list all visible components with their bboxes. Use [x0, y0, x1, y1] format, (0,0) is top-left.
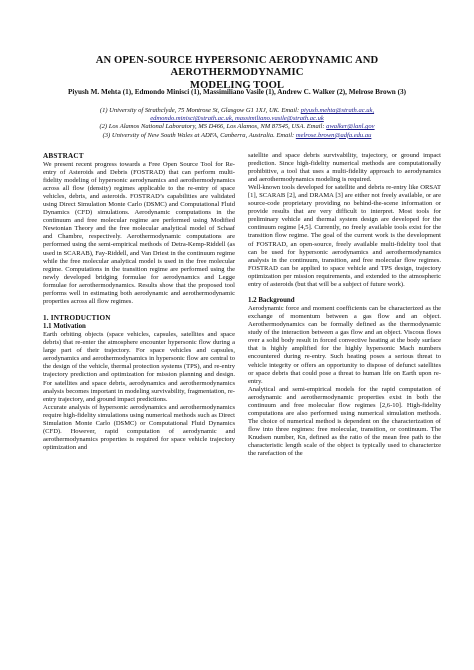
affiliation-1-text: (1) University of Strathclyde, 75 Montrose St, Glasgow G1 1XJ, UK. Email:: [99, 107, 301, 114]
right-paragraph-2: Well-known tools developed for satellite and debris re-entry like ORSAT [1], SCARAB [2], and DRAMA [3] are either not freely available, or are source-code proprietary providing no behind-the-scene information or provide results that are very difficult to interpret. Most tools for preliminary vehicle and thermal system design are developed for the continuum regime [4,5]. Currently, no freely available tools exist for the transition flow regime. The goal of the current work is the development of FOSTRAD, an open-source, freely available multi-fidelity tool that can be used for hypersonic aerodynamics and aerothermodynamics analysis in the continuum, transition, and free molecular flow regimes. FOSTRAD can be applied to space vehicle and TPS design, trajectory optimization per mission requirements, and extended to the atmospheric entry of asteroids (but that will be a subject of future work).: [248, 184, 441, 288]
author-list: Piyush M. Mehta (1), Edmondo Minisci (1), Massimiliano Vasile (1), Andrew C. Walker (2), Melrose Brown (3): [68, 88, 406, 96]
email-link-walker[interactable]: awalker@lanl.gov: [326, 123, 375, 131]
affiliation-2: [30, 123, 444, 131]
right-column: [248, 152, 441, 458]
motivation-paragraph-2: Accurate analysis of hypersonic aerodynamics and aerothermodynamics require high-fidelity simulations using numerical methods such as Direct Simulation Monte Carlo (DSMC) or Computational Fluid Dynamics (CFD). However, rapid computation of aerodynamic and aerothermodynamics properties is required for space vehicle trajectory optimization and: [43, 403, 235, 451]
email-link-minisci-vasile[interactable]: edmondo.minisci@strath.ac.uk, massimiliano.vasile@strath.ac.uk: [150, 115, 324, 123]
affiliations: [30, 107, 444, 140]
motivation-paragraph-1: Earth orbiting objects (space vehicles, capsules, satellites and space debris) that re-enter the atmosphere encounter hypersonic flow during a large part of their trajectory. For space vehicles and capsules, aerodynamics and aerothermodynamics in hypersonic flow are central to the design of the vehicle, thermal protection systems (TPS), and re-entry trajectory prediction and optimization for mission planning and design. For satellites and space debris, aerodynamics and aerothermodynamics analysis becomes important in modeling survivability, fragmentation, re-entry trajectory, and ground impact predictions.: [43, 331, 235, 403]
motivation-heading: 1.1 Motivation: [43, 322, 86, 330]
title-line-2: MODELING TOOL: [189, 79, 285, 91]
left-column: [43, 152, 235, 452]
background-paragraph-2: Analytical and semi-empirical models for the rapid computation of aerodynamic and aerothermodynamic properties exist in both the continuum and free molecular flow regimes [2,6-10]. High-fidelity computations are also performed using numerical simulation methods. The choice of numerical method is dependent on the characterization of flow into three regimes: free molecular, transition, or continuum. The Knudsen number, Kn, defined as the ratio of the mean free path to the characteristic length scale of the object is typically used to characterize the rarefaction of the: [248, 385, 441, 458]
affiliation-1: [30, 107, 444, 115]
affiliation-2-text: (2) Los Alamos National Laboratory, MS D466, Los Alamos, NM 87545, USA. Email:: [99, 123, 327, 131]
email-link-brown[interactable]: melrose.brown@adfa.edu.au: [295, 131, 372, 139]
affiliation-3-text: (3) University of New South Wales at ADFA, Canberra, Australia. Email:: [102, 131, 296, 139]
paper-title: [40, 55, 434, 92]
abstract-heading: ABSTRACT: [43, 152, 84, 160]
introduction-heading: 1. INTRODUCTION: [43, 313, 111, 322]
title-line-1: AN OPEN-SOURCE HYPERSONIC AERODYNAMIC AND AEROTHERMODYNAMIC: [95, 55, 379, 79]
email-link-mehta[interactable]: piyush.mehta@strath.ac.uk,: [300, 107, 375, 114]
abstract-paragraph: We present recent progress towards a Free Open Source Tool for Re-entry of Asteroids and Debris (FOSTRAD) that can perform multi-fidelity modeling of hypersonic aerodynamics and aerothermodynamics across all flow (density) regimes applicable to the re-entry of space vehicles, debris, and asteroids. FOSTRAD’s capabilities are validated using Direct Simulation Monte Carlo (DSMC) and Computational Fluid Dynamics (CFD) simulations. Aerodynamic computations in the continuum and free molecular regime are performed using Modified Newtonian Theory and the free molecular analytical model of Schaaf and Chambre, respectively. Aerothermodynamic computations are performed using the semi-empirical methods of Detra-Kemp-Riddell (as used in SCARAB), Fay-Riddell, and Van Driest in the continuum regime while the free molecular analytical model is used in the free molecular regime. Computations in the transition regime are performed using the newly developed bridging formulae for aerodynamics and Legge formulae for aerothermodynamics. Results show that the proposed tool performs well in estimating both aerodynamic and aerothermodynamic properties across all flow regimes.: [43, 161, 235, 305]
affiliation-1-emails: [30, 115, 444, 123]
affiliation-3: [30, 132, 444, 140]
background-heading: 1.2 Background: [248, 296, 295, 304]
right-paragraph-1: satellite and space debris survivability, trajectory, or ground impact prediction. Since high-fidelity numerical methods are computationally prohibitive, a tool that uses a multi-fidelity approach to aerodynamics and aerothermodynamics modeling is required.: [248, 152, 441, 184]
background-paragraph-1: Aerodynamic force and moment coefficients can be characterized as the exchange of momentum between a gas flow and an object. Aerothermodynamics can be formally defined as the thermodynamic study of the interaction between a gas flow and an object. Viscous flows over a solid body result in forced convective heating at the body surface that is highly amplified for the highly hypersonic Mach numbers encountered during re-entry. Such heating poses a serious threat to vehicle integrity or offers an opportunity to dispose of defunct satellites or space debris that could pose a threat to human life on Earth upon re-entry.: [248, 305, 441, 385]
